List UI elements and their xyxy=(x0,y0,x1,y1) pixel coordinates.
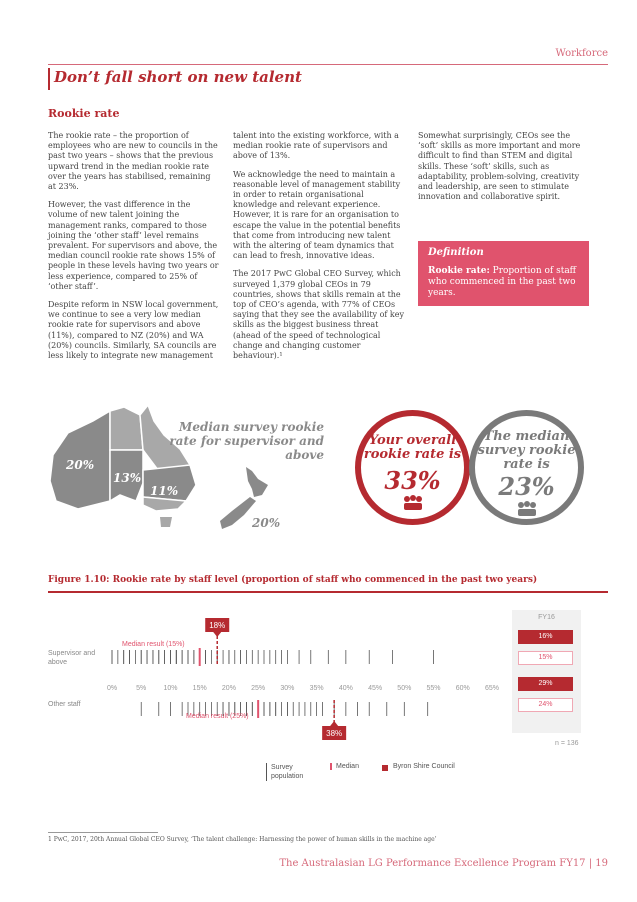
median-rookie-circle xyxy=(469,410,584,525)
fy-value: 24% xyxy=(518,698,573,712)
rookie-rate-chart xyxy=(0,610,510,750)
footnote-rule xyxy=(48,832,158,833)
overall-value: 33% xyxy=(384,466,441,495)
axis-tick-label: 15% xyxy=(192,685,207,692)
page-footer: The Australasian LG Performance Excellence Program FY17 | 19 xyxy=(279,858,608,869)
footnote: 1 PwC, 2017, 20th Annual Global CEO Survey, ‘The talent challenge: Harnessing the power of human skills in the machine age’ xyxy=(48,836,437,843)
wa-value: 20% xyxy=(66,458,95,472)
map-heading: Median survey rookie rate for supervisor and above xyxy=(169,420,324,462)
row-label-supervisor: Supervisor and above xyxy=(48,650,96,666)
fy-value: 15% xyxy=(518,651,573,665)
fy16-panel xyxy=(512,610,581,733)
column-2 xyxy=(233,131,405,369)
median-label-supervisor: Median result (15%) xyxy=(122,641,185,648)
median-value: 23% xyxy=(498,472,555,501)
axis-tick-label: 5% xyxy=(136,685,147,692)
median-label: The median survey rookie rate is xyxy=(477,429,576,472)
paragraph: talent into the existing workforce, with a median rookie rate of supervisors and above of 13%. xyxy=(233,131,399,161)
paragraph: Despite reform in NSW local government, we continue to see a very low median rookie rate for supervisors and above (11%), compared to NZ (20%) and WA (20%) councils. Similarly, SA councils are less likely to integrate new management xyxy=(48,300,219,361)
legend-median: Median xyxy=(330,763,359,770)
definition-term: Rookie rate: xyxy=(428,266,490,276)
people-icon xyxy=(401,495,425,511)
page-title: Don’t fall short on new talent xyxy=(54,68,302,86)
axis-tick-label: 65% xyxy=(484,685,500,692)
column-3 xyxy=(418,131,590,210)
legend-council-swatch xyxy=(382,765,388,771)
callout-pointer xyxy=(330,721,338,726)
paragraph: The rookie rate – the proportion of employees who are new to councils in the past two years – shows that the previous upward trend in the median rookie rate over the years has stabilised, remaining at 23%. xyxy=(48,131,218,192)
fy-value: 29% xyxy=(518,677,573,691)
definition-title: Definition xyxy=(428,247,484,258)
axis-tick-label: 0% xyxy=(106,685,118,692)
median-label-other: Median result (25%) xyxy=(186,713,249,720)
axis-tick-label: 60% xyxy=(455,685,470,692)
sample-size: n = 136 xyxy=(555,740,579,747)
nt-region xyxy=(110,407,143,450)
axis-tick-label: 25% xyxy=(251,685,266,692)
axis-tick-label: 40% xyxy=(338,685,353,692)
legend-council: Byron Shire Council xyxy=(393,763,455,770)
nsw-value: 11% xyxy=(150,484,179,498)
fy-value: 16% xyxy=(518,630,573,644)
axis-tick-label: 10% xyxy=(163,685,178,692)
council-value-label: 18% xyxy=(209,621,226,630)
definition-box xyxy=(418,241,589,306)
paragraph: Somewhat surprisingly, CEOs see the ‘soft’ skills as more important and more difficult to find than STEM and digital skills. These ‘soft’ skills, such as adaptability, problem-solving, creativity and leadership, are seen to stimulate innovation and collaborative spirit. xyxy=(418,131,581,202)
row-label-other: Other staff xyxy=(48,701,81,708)
callout-pointer xyxy=(213,632,221,637)
axis-tick-label: 50% xyxy=(397,685,412,692)
axis-tick-label: 55% xyxy=(426,685,441,692)
axis-tick-label: 20% xyxy=(221,685,236,692)
paragraph: We acknowledge the need to maintain a reasonable level of management stability in order to retain organisational knowledge and relevant experience. However, it is rare for an organisation to escape the value in the potential benefits that come from introducing new talent with the altering of team dynamics that can lead to fresh, innovative ideas. xyxy=(233,169,401,261)
nz-south-island xyxy=(220,497,256,529)
subheading: Rookie rate xyxy=(48,107,120,120)
axis-tick-label: 45% xyxy=(368,685,383,692)
definition-text xyxy=(428,266,583,299)
axis-tick-label: 35% xyxy=(309,685,324,692)
figure-rule xyxy=(48,591,608,593)
header-rule xyxy=(48,64,608,65)
sa-value: 13% xyxy=(113,471,142,485)
tas-region xyxy=(160,517,172,527)
paragraph: However, the vast difference in the volume of new talent joining the management ranks, compared to those joining the ‘other staff’ level remains prevalent. For supervisors and above, the median council rookie rate shows 15% of people in these levels having two years or less experience, compared to 25% of ‘other staff’. xyxy=(48,200,219,291)
column-1 xyxy=(48,131,220,369)
overall-label: Your overall rookie rate is xyxy=(363,433,462,462)
fy16-header: FY16 xyxy=(538,614,555,621)
nz-value: 20% xyxy=(252,516,281,530)
axis-tick-label: 30% xyxy=(280,685,295,692)
definition-body: Proportion of staff who commenced in the past two years. xyxy=(428,266,577,298)
council-value-label: 38% xyxy=(326,729,343,738)
nz-north-island xyxy=(246,467,268,497)
overall-rookie-circle xyxy=(355,410,470,525)
legend-survey: Survey population xyxy=(266,763,327,781)
figure-title: Figure 1.10: Rookie rate by staff level (proportion of staff who commenced in the past two years) xyxy=(48,575,538,585)
people-icon xyxy=(515,501,539,517)
title-accent-bar xyxy=(48,68,50,90)
section-tag: Workforce xyxy=(555,48,608,59)
paragraph: The 2017 PwC Global CEO Survey, which surveyed 1,379 global CEOs in 79 countries, shows that skills remain at the top of CEO’s agenda, with 77% of CEOs saying that they see the availability of key skills as the biggest business threat (ahead of the speed of technological change and changing customer behaviour).¹ xyxy=(233,269,405,361)
